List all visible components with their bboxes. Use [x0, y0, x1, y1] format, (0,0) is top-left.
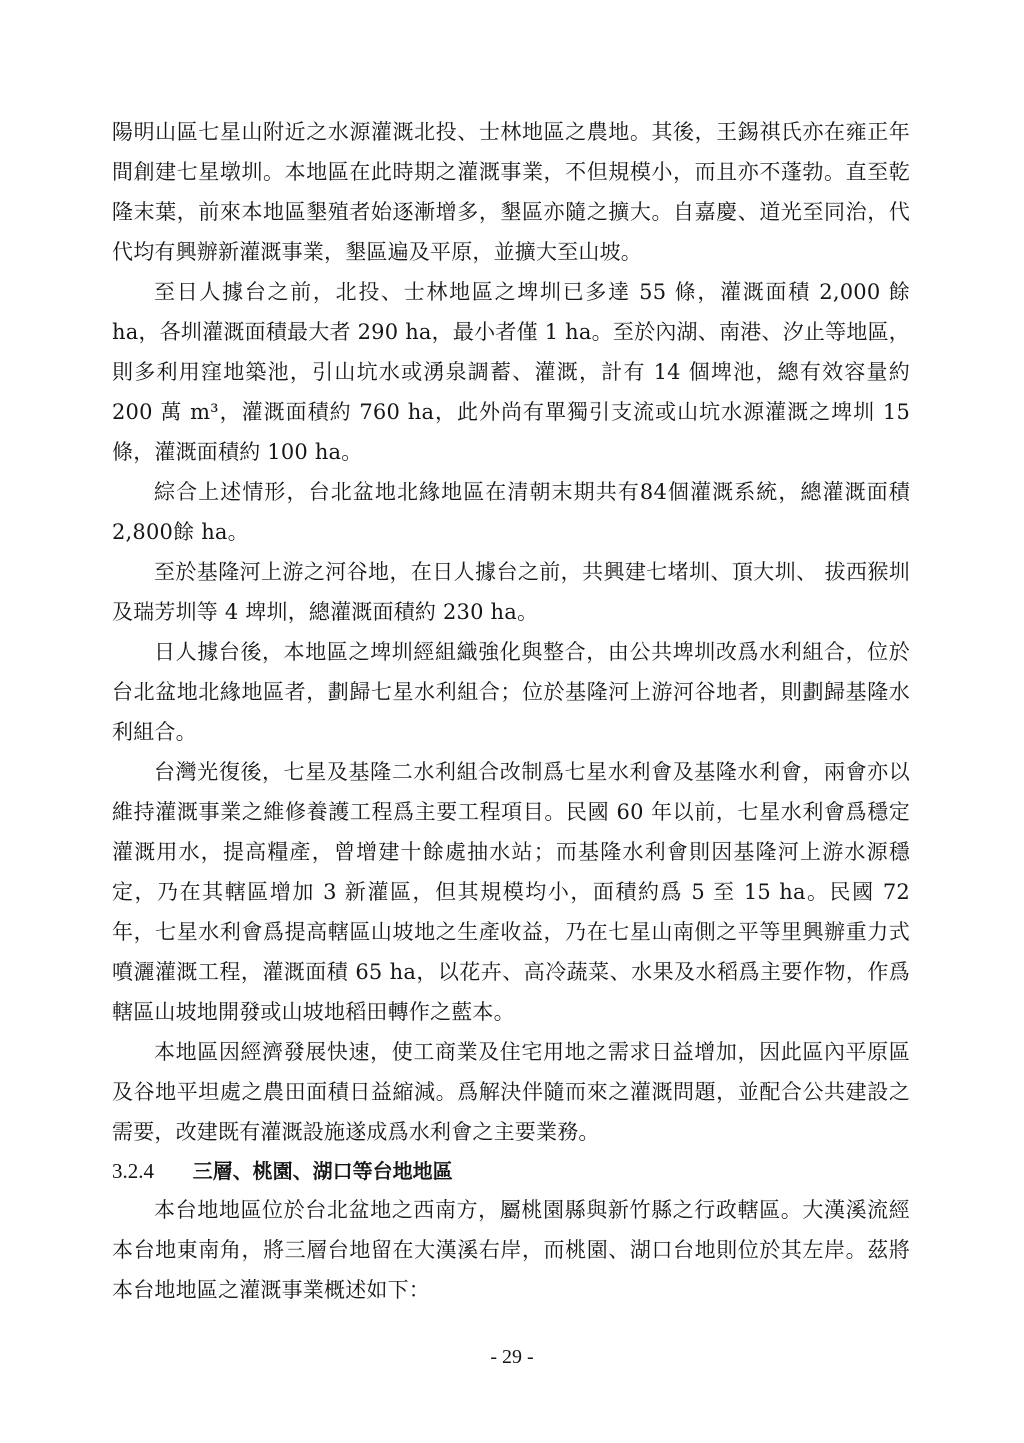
section-number: 3.2.4: [112, 1159, 154, 1183]
page-body: [112, 112, 910, 1310]
section-paragraph: 本台地地區位於台北盆地之西南方，屬桃園縣與新竹縣之行政轄區。大漢溪流經本台地東南角，將三層台地留在大漢溪右岸，而桃園、湖口台地則位於其左岸。茲將本台地地區之灌溉事業概述如下：: [112, 1198, 910, 1302]
section-title: 三層、桃園、湖口等台地地區: [192, 1159, 453, 1183]
paragraph-7: 本地區因經濟發展快速，使工商業及住宅用地之需求日益增加，因此區內平原區及谷地平坦處之農田面積日益縮減。爲解決伴隨而來之灌溉問題，並配合公共建設之需要，改建既有灌溉設施遂成爲水利會之主要業務。: [112, 1040, 910, 1144]
paragraph-3: 綜合上述情形，台北盆地北緣地區在清朝末期共有84個灌溉系統，總灌溉面積2,800餘 ha。: [112, 480, 910, 544]
section-heading: [112, 1152, 910, 1190]
paragraph-5: 日人據台後，本地區之埤圳經組織強化與整合，由公共埤圳改爲水利組合，位於台北盆地北緣地區者，劃歸七星水利組合；位於基隆河上游河谷地者，則劃歸基隆水利組合。: [112, 640, 910, 744]
page-number: - 29 -: [490, 1346, 534, 1368]
paragraph-1: 陽明山區七星山附近之水源灌溉北投、士林地區之農地。其後，王錫祺氏亦在雍正年間創建七星墩圳。本地區在此時期之灌溉事業，不但規模小，而且亦不蓬勃。直至乾隆末葉，前來本地區墾殖者始逐漸增多，墾區亦隨之擴大。自嘉慶、道光至同治，代代均有興辦新灌溉事業，墾區遍及平原，並擴大至山坡。: [112, 120, 910, 264]
paragraph-6: 台灣光復後，七星及基隆二水利組合改制爲七星水利會及基隆水利會，兩會亦以維持灌溉事業之維修養護工程爲主要工程項目。民國 60 年以前，七星水利會爲穩定灌溉用水，提高糧產，曾增建十餘處抽水站；而基隆水利會則因基隆河上游水源穩定，乃在其轄區增加 3 新灌區，但其規模均小，面積約爲 5 至 15 ha。民國 72 年，七星水利會爲提高轄區山坡地之生產收益，乃在七星山南側之平等里興辦重力式噴灑灌溉工程，灌溉面積 65 ha，以花卉、高冷蔬菜、水果及水稻爲主要作物，作爲轄區山坡地開發或山坡地稻田轉作之藍本。: [112, 760, 910, 1024]
paragraph-2: 至日人據台之前，北投、士林地區之埤圳已多達 55 條，灌溉面積 2,000 餘 ha，各圳灌溉面積最大者 290 ha，最小者僅 1 ha。至於內湖、南港、汐止等地區，則多利用窪地築池，引山坑水或湧泉調蓄、灌溉，計有 14 個埤池，總有效容量約 200 萬 m³，灌溉面積約 760 ha，此外尚有單獨引支流或山坑水源灌溉之埤圳 15 條，灌溉面積約 100 ha。: [112, 280, 910, 464]
paragraph-4: 至於基隆河上游之河谷地，在日人據台之前，共興建七堵圳、頂大圳、 拔西猴圳及瑞芳圳等 4 埤圳，總灌溉面積約 230 ha。: [112, 560, 910, 624]
